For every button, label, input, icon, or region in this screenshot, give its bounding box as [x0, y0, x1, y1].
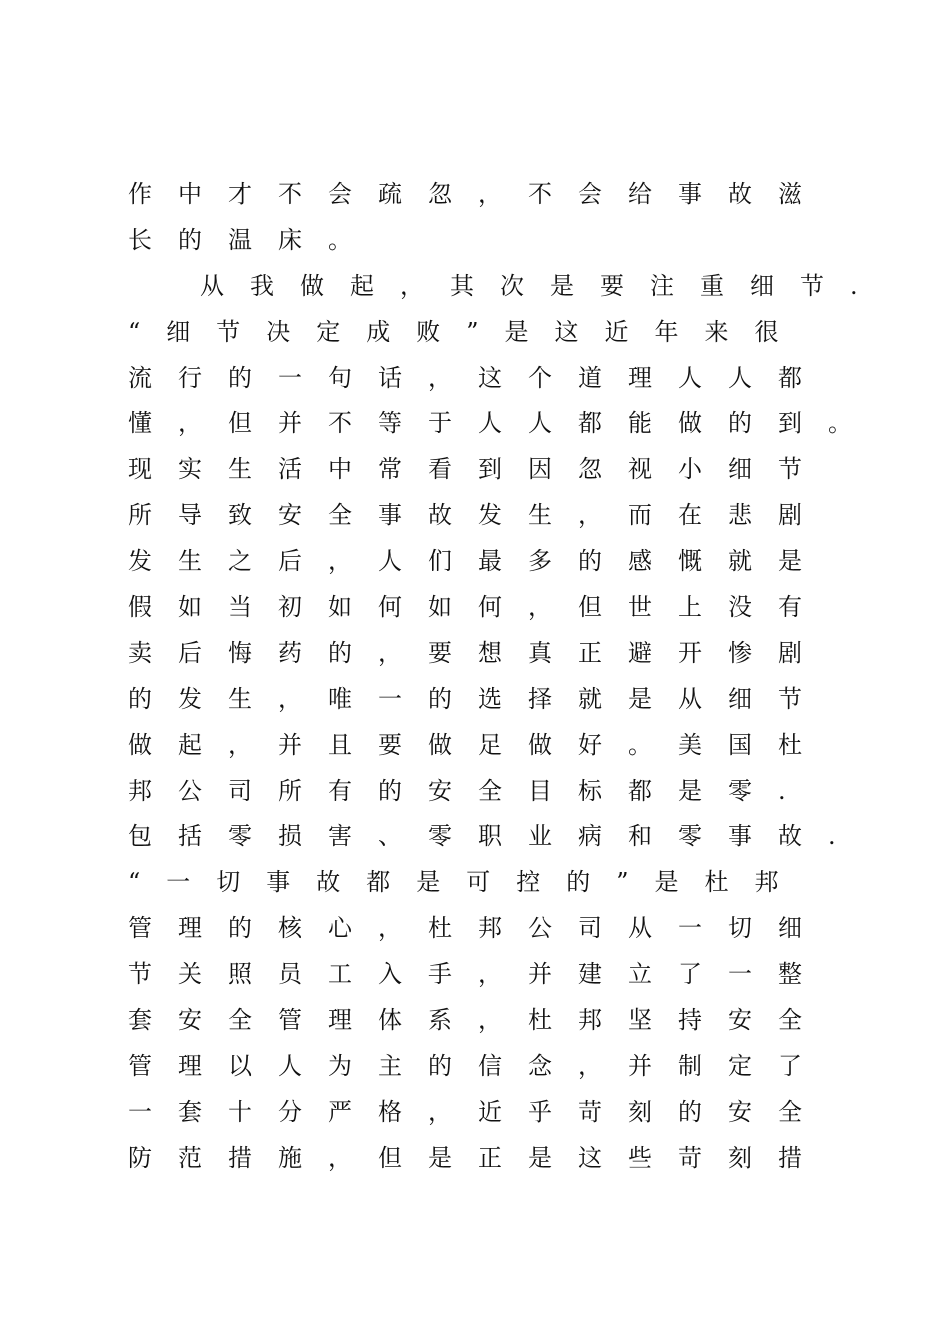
text-line: 防范措施，但是正是这些苛刻措 [128, 1143, 828, 1172]
text-line: “一切事故都是可控的”是杜邦 [128, 868, 805, 897]
text-line: 发生之后，人们最多的感慨就是 [128, 547, 828, 576]
text-line: “细节决定成败”是这近年来很 [128, 317, 805, 346]
text-line: 流行的一句话，这个道理人人都 [128, 363, 828, 392]
body-text [128, 172, 884, 1182]
text-line: 管理的核心，杜邦公司从一切细 [128, 914, 828, 943]
text-line: 一套十分严格，近乎苛刻的安全 [128, 1097, 828, 1126]
text-line: 长的温床。 [128, 225, 378, 254]
paragraph-start-line: 从我做起，其次是要注重细节. [200, 271, 884, 300]
text-line: 懂，但并不等于人人都能做的到。 [128, 409, 878, 438]
text-line: 卖后悔药的，要想真正避开惨剧 [128, 638, 828, 667]
text-line: 邦公司所有的安全目标都是零. [128, 776, 812, 805]
text-line: 套安全管理体系，杜邦坚持安全 [128, 1006, 828, 1035]
text-line: 管理以人为主的信念，并制定了 [128, 1051, 828, 1080]
text-line: 的发生，唯一的选择就是从细节 [128, 684, 828, 713]
text-line: 做起，并且要做足做好。美国杜 [128, 730, 828, 759]
text-line: 节关照员工入手，并建立了一整 [128, 960, 828, 989]
text-line: 假如当初如何如何，但世上没有 [128, 593, 828, 622]
text-line: 所导致安全事故发生，而在悲剧 [128, 501, 828, 530]
text-line: 包括零损害、零职业病和零事故. [128, 822, 862, 851]
text-line: 现实生活中常看到因忽视小细节 [128, 455, 828, 484]
text-line: 作中才不会疏忽，不会给事故滋 [128, 180, 828, 208]
